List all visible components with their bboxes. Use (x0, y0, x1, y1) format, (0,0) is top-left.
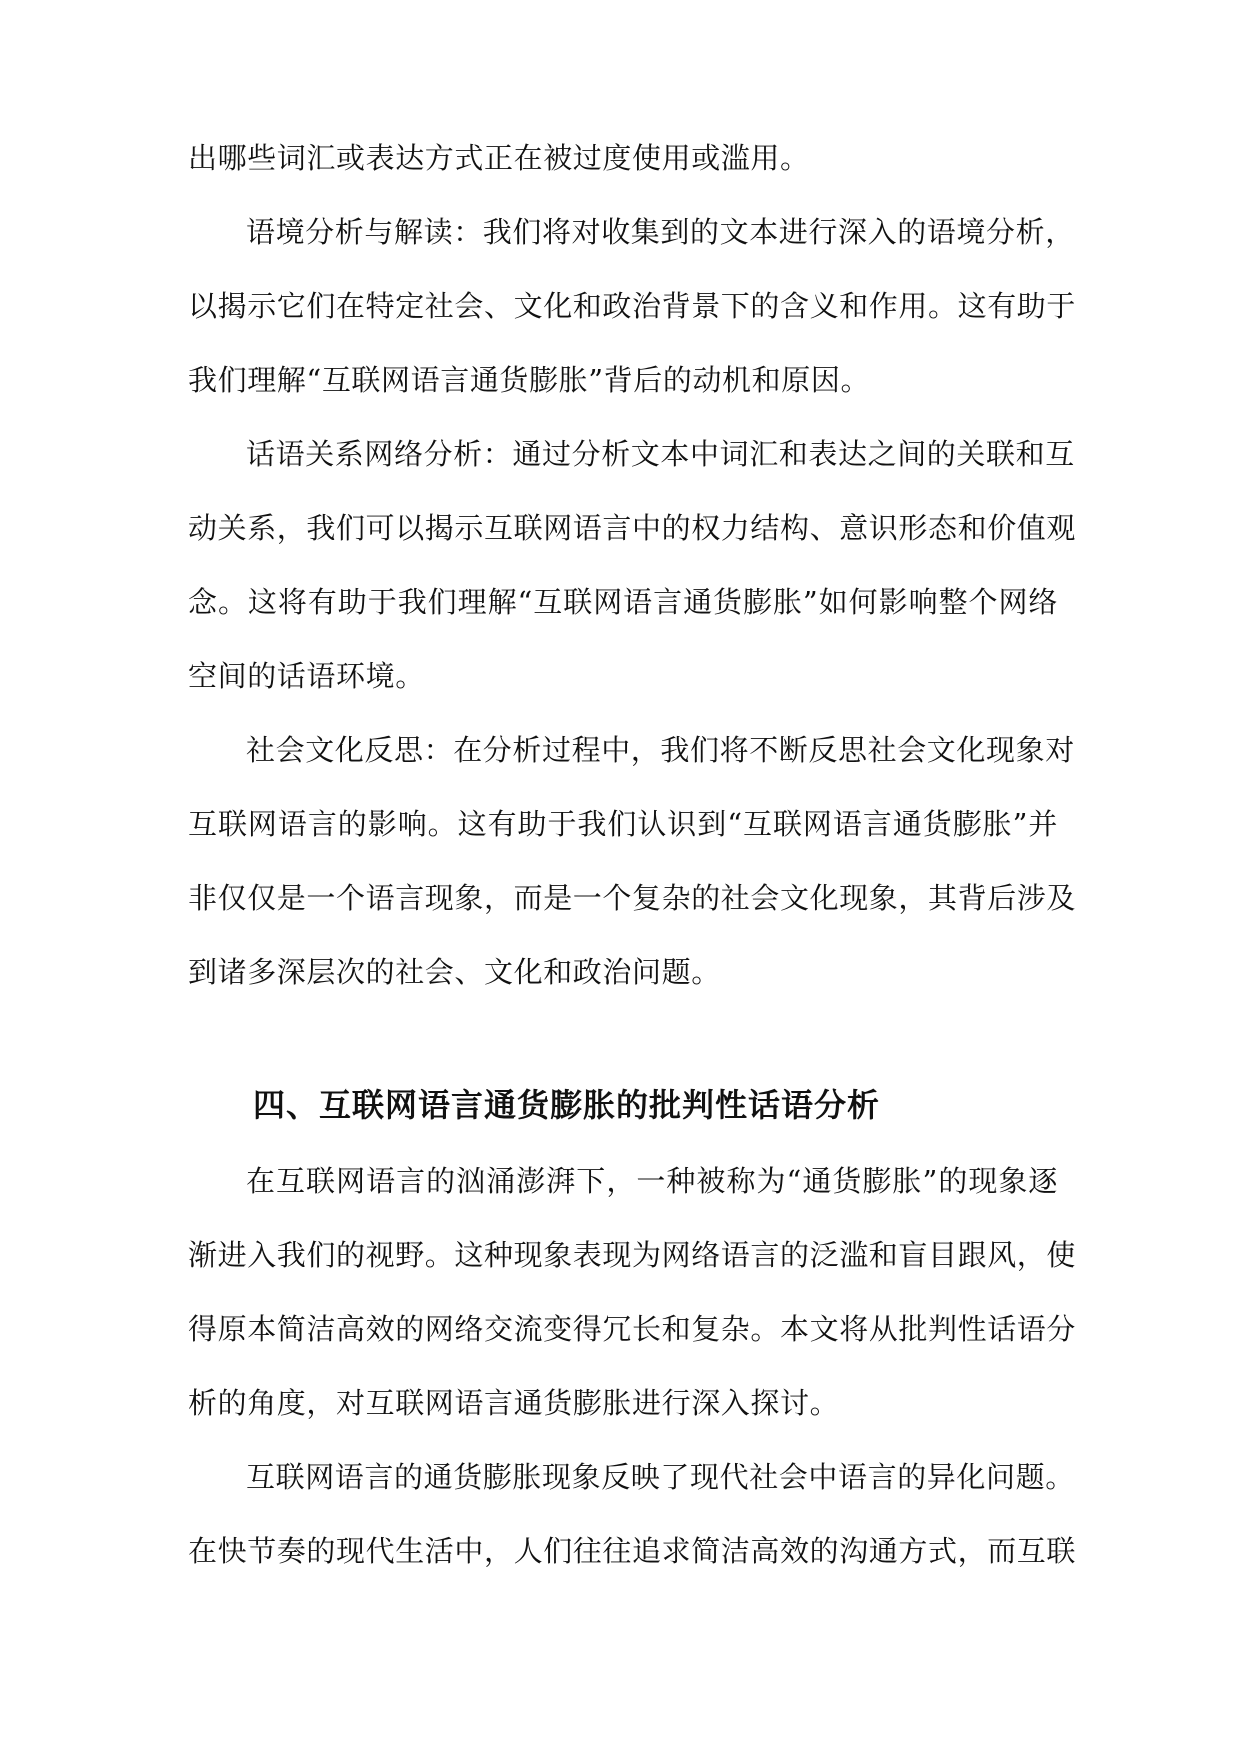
paragraph-line: 空间的话语环境。 (188, 659, 425, 693)
paragraph-line: 得原本简洁高效的网络交流变得冗长和复杂。本文将从批判性话语分 (188, 1312, 1077, 1346)
paragraph-line: 念。这将有助于我们理解“互联网语言通货膨胀”如何影响整个网络 (188, 585, 1058, 619)
paragraph-line: 动关系，我们可以揭示互联网语言中的权力结构、意识形态和价值观 (188, 511, 1077, 545)
paragraph-line: 非仅仅是一个语言现象，而是一个复杂的社会文化现象，其背后涉及 (188, 881, 1077, 915)
paragraph-line: 到诸多深层次的社会、文化和政治问题。 (188, 955, 721, 989)
paragraph-line: 互联网语言的影响。这有助于我们认识到“互联网语言通货膨胀”并 (188, 807, 1058, 841)
paragraph-line: 我们理解“互联网语言通货膨胀”背后的动机和原因。 (188, 363, 871, 397)
paragraph-line: 社会文化反思：在分析过程中，我们将不断反思社会文化现象对 (246, 733, 1075, 767)
paragraph-line: 互联网语言的通货膨胀现象反映了现代社会中语言的异化问题。 (246, 1460, 1075, 1494)
paragraph-line: 出哪些词汇或表达方式正在被过度使用或滥用。 (188, 141, 810, 175)
paragraph-line: 渐进入我们的视野。这种现象表现为网络语言的泛滥和盲目跟风，使 (188, 1238, 1077, 1272)
paragraph-line: 在互联网语言的汹涌澎湃下，一种被称为“通货膨胀”的现象逐 (246, 1164, 1058, 1198)
paragraph-line: 话语关系网络分析：通过分析文本中词汇和表达之间的关联和互 (246, 437, 1075, 471)
paragraph-line: 以揭示它们在特定社会、文化和政治背景下的含义和作用。这有助于 (188, 289, 1077, 323)
paragraph-line: 在快节奏的现代生活中，人们往往追求简洁高效的沟通方式，而互联 (188, 1534, 1077, 1568)
paragraph-line: 语境分析与解读：我们将对收集到的文本进行深入的语境分析， (246, 215, 1075, 249)
section-heading: 四、互联网语言通货膨胀的批判性话语分析 (253, 1086, 881, 1124)
paragraph-line: 析的角度，对互联网语言通货膨胀进行深入探讨。 (188, 1386, 840, 1420)
